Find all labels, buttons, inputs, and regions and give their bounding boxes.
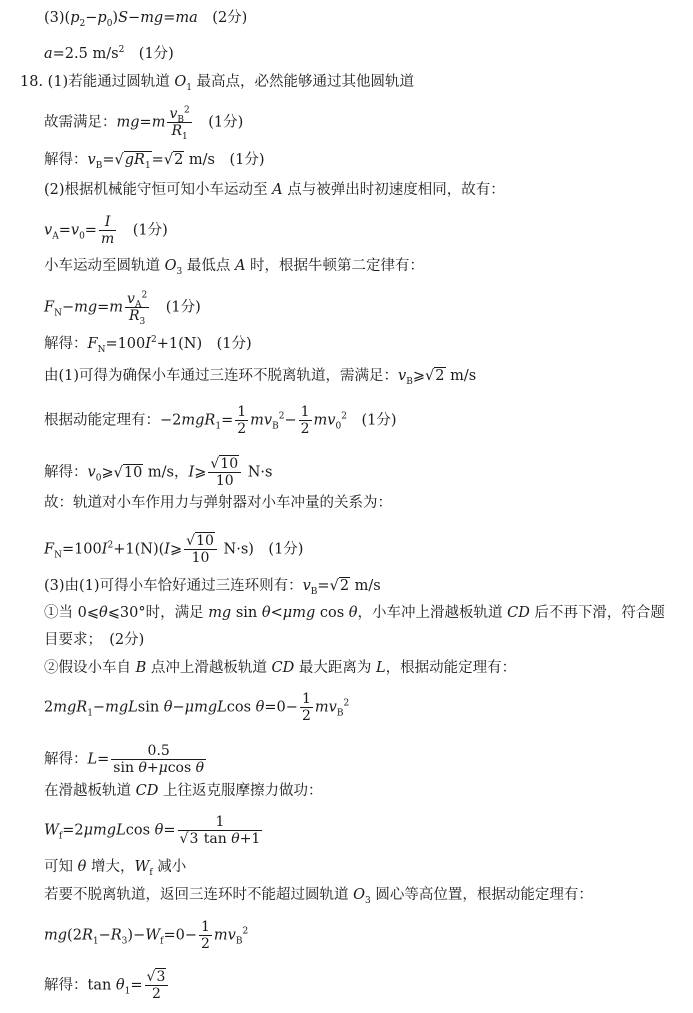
line-top-condition: 故需满足：mg=m $\frac{v_B^2}{R_1}$ (1分) (44, 105, 244, 142)
line-friction-work-intro: 在滑越板轨道 CD 上往返克服摩擦力做功： (44, 783, 323, 799)
line-L-result: 解得：L= $\frac{0.5}{\text{sin θ+μcos θ}}$ (44, 743, 205, 776)
line-v0-impulse-result: 解得：$v_0⩾√10$ m/s，I⩾ $\frac{√10}{10}$ N·s (44, 456, 273, 489)
line-relation-intro: 故：轨道对小车作用力与弹射器对小车冲量的关系为： (44, 495, 392, 511)
line-normal-force-result: 解得：$F_N=100I^2+1(N)$ (1分) (44, 335, 252, 355)
line-normal-force-equation: $F_N-mg=m$ $\frac{v_A^2}{R_3}$ (1分) (44, 290, 201, 327)
line-pressure-equation: $(3)(p_2-p_0)S-mg=ma$ (2分) (44, 10, 248, 29)
line-energy-theorem: 根据动能定理有：−2mgR$_1$= $\frac{1}{2}$ $mv_B^2-$ $\frac{1}{2}$ $mv_0^2$ (1分) (44, 404, 397, 437)
line-return-equation: $mg(2R_1-R_3)-W_f=0-$ $\frac{1}{2}$ $mv_B^2$ (44, 919, 249, 952)
line-part3-intro: (3)由(1)可得小车恰好通过三连环则有：$v_B=√2$ m/s (44, 578, 381, 597)
line-relation-result: $F_N=100I^2+1(N)(I⩾$ $\frac{√10}{10}$ N·s) (1分) (44, 533, 304, 566)
line-case2: ②假设小车自 B 点冲上滑越板轨道 CD 最大距离为 L，根据动能定理有： (44, 660, 517, 676)
line-case1-cont: 目要求； (2分) (44, 632, 145, 648)
line-part2-intro: (2)根据机械能守恒可知小车运动至 A 点与被弹出时初速度相同，故有： (44, 182, 505, 198)
line-va-equation: $v_A=v_0=$ $\frac{I}{m}$ (1分) (44, 214, 168, 247)
line-newton-intro: 小车运动至圆轨道 $O_3$ 最低点 A 时，根据牛顿第二定律有： (44, 258, 425, 277)
line-tan-result: 解得：$\tan \theta_1=$ $\frac{√3}{2}$ (44, 969, 170, 1002)
line-acceleration-result: a=2.5 $m/s^2$ (1分) (44, 45, 174, 62)
question-18-intro: 18. (1)若能通过圆轨道 $O_1$ 最高点，必然能够通过其他圆轨道 (20, 74, 415, 93)
line-vb-result: 解得：$v_B=√gR_1=√2$ m/s (1分) (44, 152, 265, 171)
line-wf-decreases: 可知 θ 增大，$W_f$ 减小 (44, 859, 187, 878)
line-case1: ①当 0⩽θ⩽30°时，满足 mg sin θ<μmg cos θ，小车冲上滑越板轨道 CD 后不再下滑，符合题 (44, 605, 665, 621)
line-case2-equation: 2mgR$_1$−mgLsin θ−μmgLcos θ=0− $\frac{1}{2}$ $mv_B^2$ (44, 691, 350, 724)
line-no-derail-condition: 若要不脱离轨道，返回三连环时不能超过圆轨道 $O_3$ 圆心等高位置，根据动能定理有： (44, 887, 593, 906)
line-friction-work-equation: $W_f=2\mu mgLcos$ θ= $\frac{1}{\text{√3 tan θ+1}}$ (44, 814, 261, 847)
line-loop-condition: 由(1)可得为确保小车通过三连环不脱离轨道，需满足：$v_B⩾√2$ m/s (44, 368, 477, 387)
